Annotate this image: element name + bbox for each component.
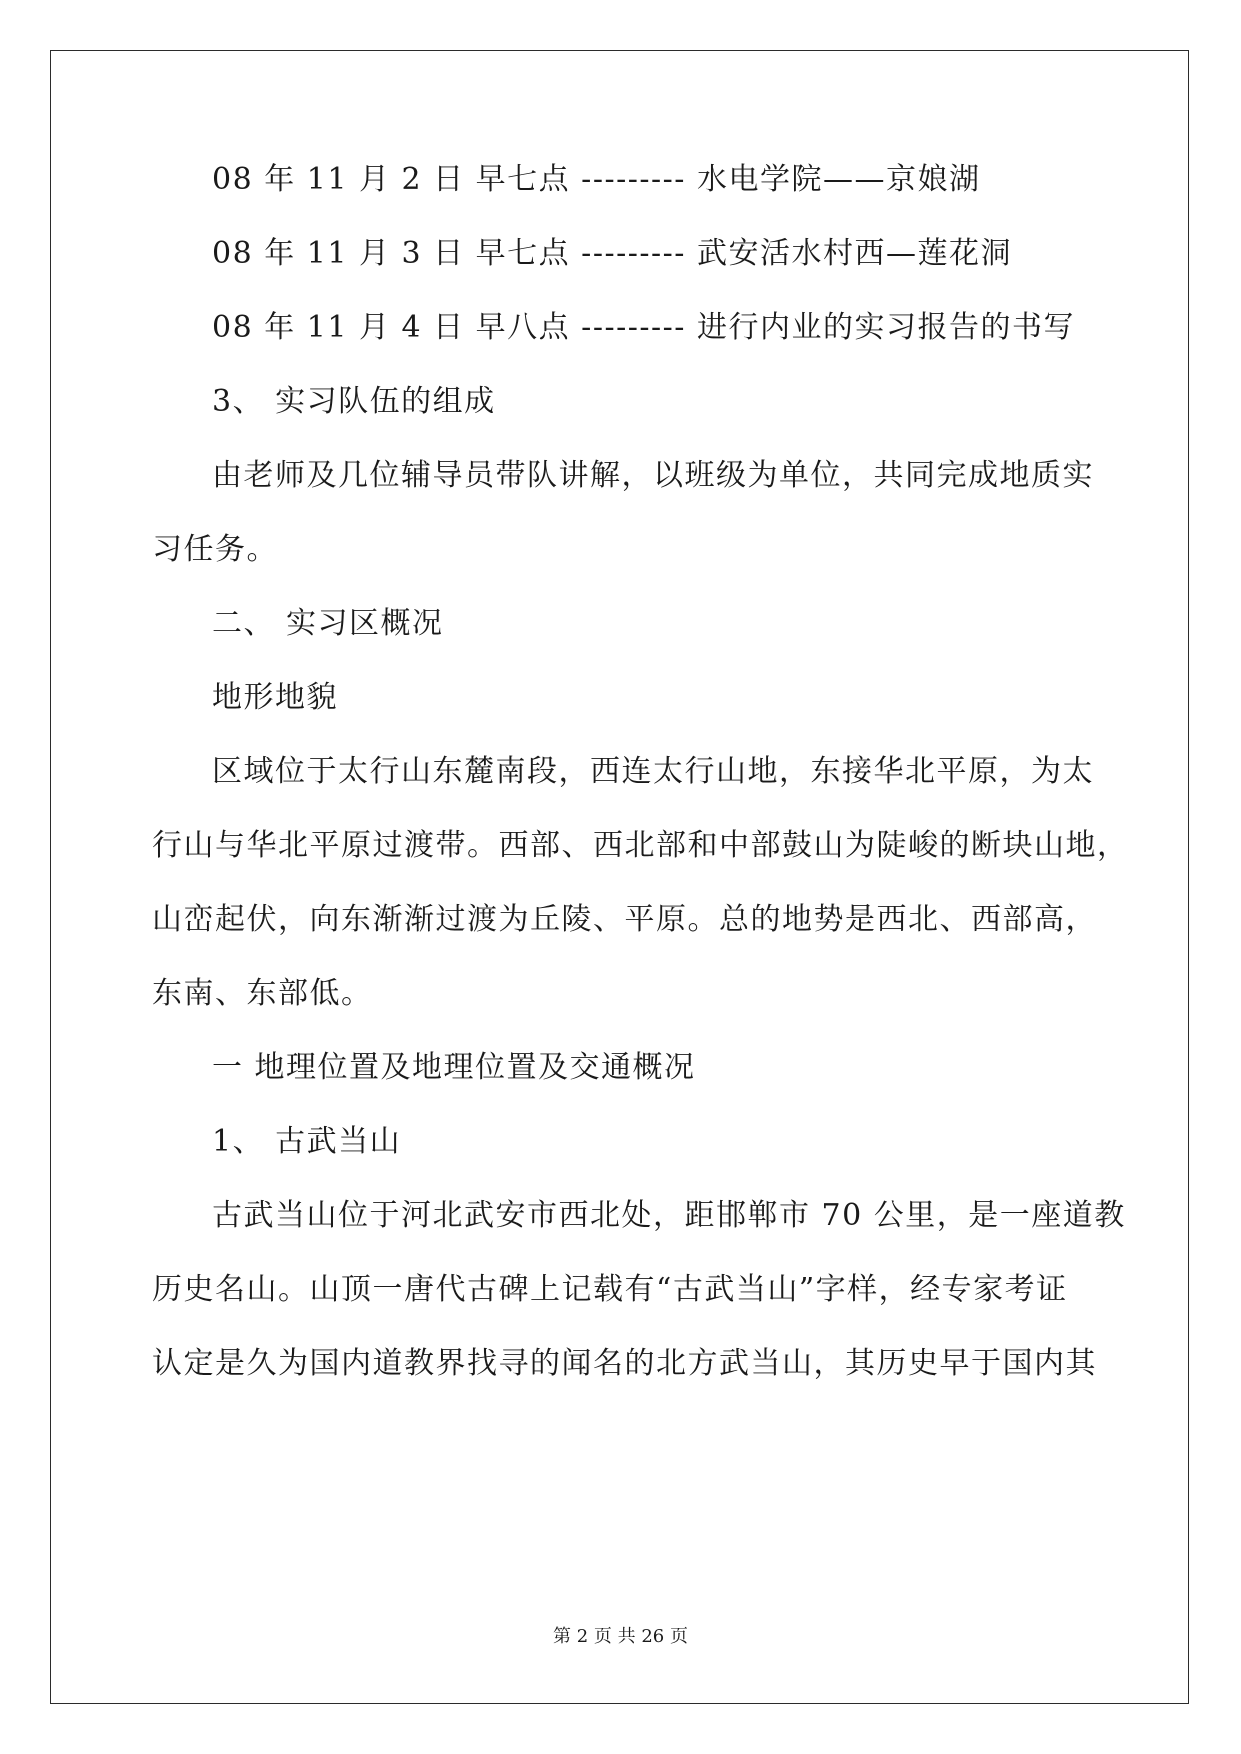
paragraph-terrain-line-2: 行山与华北平原过渡带。西部、西北部和中部鼓山为陡峻的断块山地， — [152, 828, 1129, 863]
subheading-terrain: 地形地貌 — [212, 680, 338, 715]
section-heading-overview: 二、 实习区概况 — [212, 606, 444, 641]
schedule-line-nov-4: 08 年 11 月 4 日 早八点 --------- 进行内业的实习报告的书写 — [212, 310, 1075, 345]
paragraph-terrain-line-3: 山峦起伏，向东渐渐过渡为丘陵、平原。总的地势是西北、西部高， — [152, 902, 1097, 937]
paragraph-wudang-line-2: 历史名山。山顶一唐代古碑上记载有“古武当山”字样，经专家考证 — [152, 1272, 1068, 1307]
paragraph-terrain-line-1: 区域位于太行山东麓南段，西连太行山地，东接华北平原，为太 — [212, 754, 1094, 789]
paragraph-wudang-line-1: 古武当山位于河北武安市西北处，距邯郸市 70 公里，是一座道教 — [212, 1198, 1126, 1233]
section-heading-location: 一 地理位置及地理位置及交通概况 — [212, 1050, 696, 1085]
schedule-line-nov-2: 08 年 11 月 2 日 早七点 --------- 水电学院——京娘湖 — [212, 162, 981, 197]
page-border — [50, 50, 1189, 1704]
paragraph-wudang-line-3: 认定是久为国内道教界找寻的闻名的北方武当山，其历史早于国内其 — [152, 1346, 1097, 1381]
paragraph-terrain-line-4: 东南、东部低。 — [152, 976, 373, 1011]
page-number-footer: 第 2 页 共 26 页 — [553, 1626, 688, 1647]
subheading-wudang: 1、 古武当山 — [212, 1124, 402, 1159]
paragraph-team-line-2: 习任务。 — [152, 532, 278, 567]
paragraph-team-line-1: 由老师及几位辅导员带队讲解，以班级为单位，共同完成地质实 — [212, 458, 1094, 493]
schedule-line-nov-3: 08 年 11 月 3 日 早七点 --------- 武安活水村西—莲花洞 — [212, 236, 1012, 271]
section-heading-team: 3、 实习队伍的组成 — [212, 384, 496, 419]
